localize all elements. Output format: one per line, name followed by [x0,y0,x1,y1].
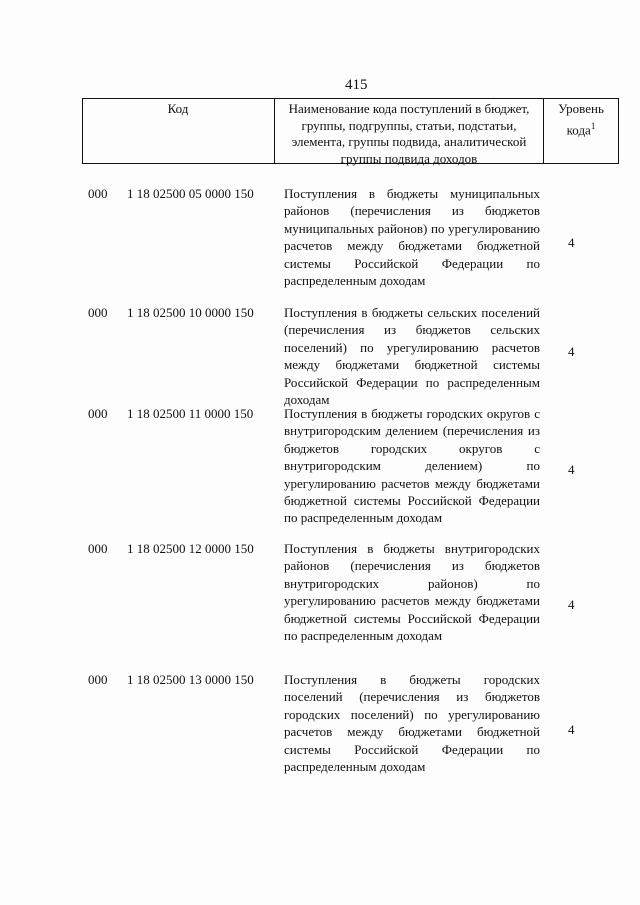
header-level [544,101,618,138]
revenue-code: 1 18 02500 12 0000 150 [127,541,254,556]
revenue-code: 1 18 02500 10 0000 150 [127,305,254,320]
table-header [82,98,619,164]
table-row [82,185,619,305]
table-row [82,671,619,795]
revenue-code: 1 18 02500 13 0000 150 [127,672,254,687]
revenue-code: 1 18 02500 05 0000 150 [127,186,254,201]
code-level: 4 [568,462,575,477]
revenue-name: Поступления в бюджеты внутригородских районов (перечисления из бюджетов внутригородских районов) по урегулированию расчетов между бюджетами бюджетной системы Российской Федерации по распределенным доходам [284,541,540,644]
admin-code: 000 [88,541,108,556]
page-number: 415 [345,77,368,93]
admin-code: 000 [88,672,108,687]
admin-code: 000 [88,305,108,320]
admin-code: 000 [88,406,108,421]
header-level-label: Уровень кода [558,101,604,137]
table-row [82,405,619,543]
table-row [82,540,619,674]
header-top-border [82,98,619,99]
header-right-border [618,98,619,164]
header-level-footnote: 1 [590,120,596,131]
revenue-name: Поступления в бюджеты сельских поселений (перечисления из бюджетов сельских поселений) по урегулированию расчетов между бюджетами бюджетной системы Российской Федерации по распределенным доходам [284,305,540,408]
code-level: 4 [568,597,575,612]
code-level: 4 [568,235,575,250]
header-name: Наименование кода поступлений в бюджет, группы, подгруппы, статьи, подстатьи, элемента, группы подвида, аналитической группы подвида доходов [288,101,530,166]
revenue-code: 1 18 02500 11 0000 150 [127,406,254,421]
header-divider-1 [274,98,275,164]
revenue-name: Поступления в бюджеты городских округов с внутригородским делением (перечисления из бюджетов городских округов с внутригородским делением) по урегулированию расчетов между бюджетами бюджетной системы Российской Федерации по распределенным доходам [284,406,540,526]
admin-code: 000 [88,186,108,201]
code-level: 4 [568,344,575,359]
header-code: Код [167,101,189,116]
table-row [82,304,619,408]
revenue-name: Поступления в бюджеты городских поселений (перечисления из бюджетов городских поселений) по урегулированию расчетов между бюджетами бюджетной системы Российской Федерации по распределенным доходам [284,672,540,775]
revenue-name: Поступления в бюджеты муниципальных районов (перечисления из бюджетов муниципальных районов) по урегулированию расчетов между бюджетами бюджетной системы Российской Федерации по распределенным доходам [284,186,540,289]
code-level: 4 [568,722,575,737]
